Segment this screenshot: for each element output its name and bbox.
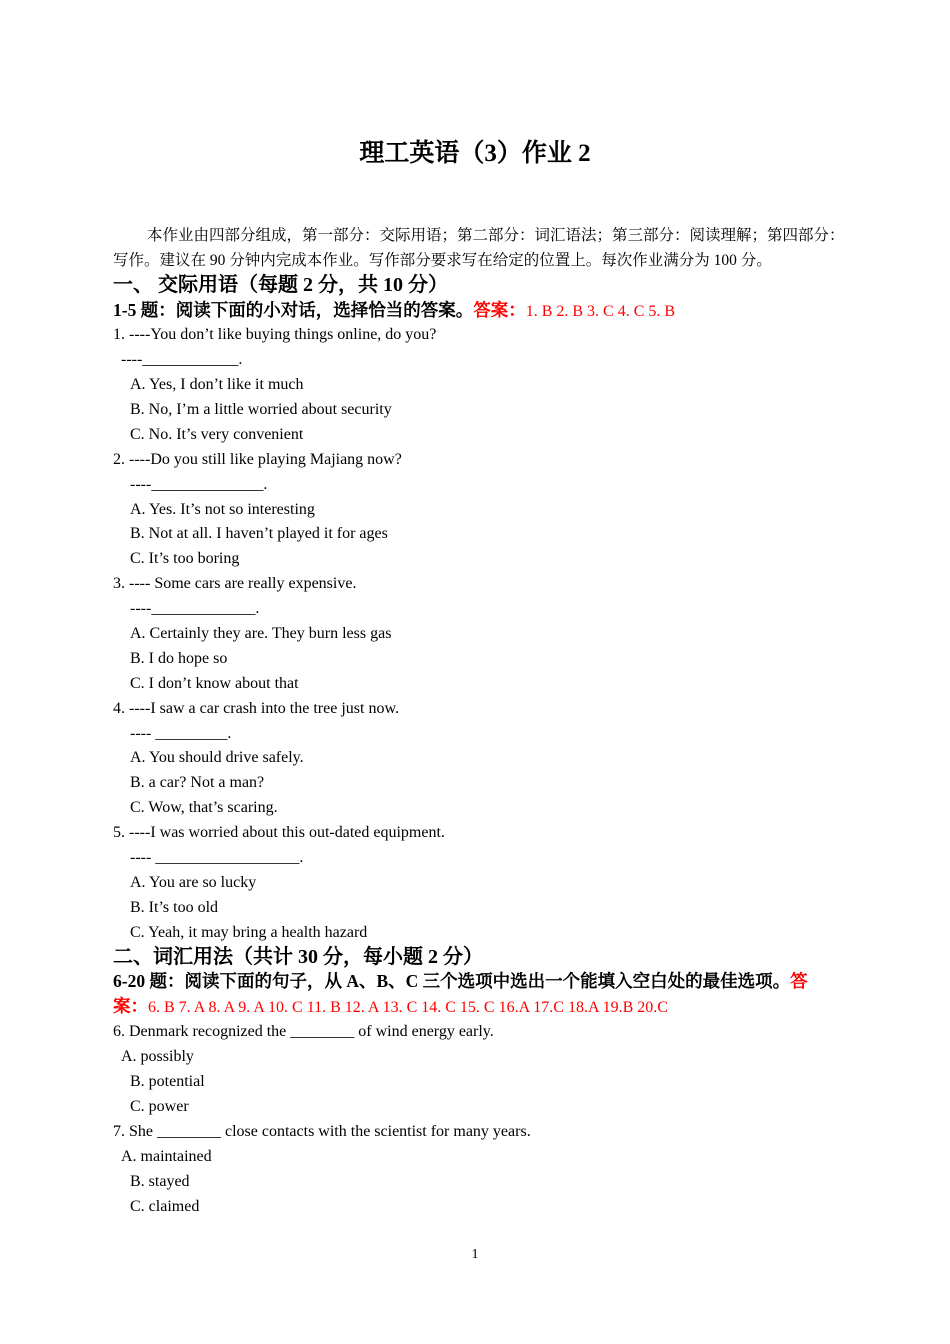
question-4-stem: 4. ----I saw a car crash into the tree just now. [113, 700, 399, 717]
question-4-reply: ---- _________. [130, 725, 232, 742]
section2-answer-text: 6. B 7. A 8. A 9. A 10. C 11. B 12. A 13. C 14. C 15. C 16.A 17.C 18.A 19.B 20.C [148, 999, 668, 1016]
question-6-stem: 6. Denmark recognized the ________ of wind energy early. [113, 1023, 494, 1040]
question-7-option-b: B. stayed [130, 1173, 190, 1190]
section1-instruction-text: 1-5 题：阅读下面的小对话，选择恰当的答案。 [113, 300, 474, 320]
question-4-option-a: A. You should drive safely. [130, 749, 304, 766]
section2-answer-label-part2: 案： [113, 996, 148, 1016]
question-1-stem: 1. ----You don’t like buying things online, do you? [113, 326, 437, 343]
question-5-stem: 5. ----I was worried about this out-dated equipment. [113, 824, 445, 841]
section2-instruction [113, 969, 808, 994]
section1-answer-text: 1. B 2. B 3. C 4. C 5. B [525, 303, 676, 320]
section1-answer-label: 答案： [473, 300, 526, 320]
question-1-option-c: C. No. It’s very convenient [130, 426, 304, 443]
question-5-reply: ---- __________________. [130, 849, 304, 866]
question-3-option-a: A. Certainly they are. They burn less gas [130, 625, 392, 642]
section2-answer-label-part1: 答 [790, 971, 808, 991]
question-2-option-b: B. Not at all. I haven’t played it for ages [130, 525, 388, 542]
question-3-stem: 3. ---- Some cars are really expensive. [113, 575, 357, 592]
question-5-option-c: C. Yeah, it may bring a health hazard [130, 924, 368, 941]
section2-heading: 二、词汇用法（共计 30 分，每小题 2 分） [113, 946, 483, 968]
question-7-stem: 7. She ________ close contacts with the scientist for many years. [113, 1123, 531, 1140]
section1-instruction [113, 298, 675, 324]
question-6-option-c: C. power [130, 1098, 189, 1115]
question-2-option-c: C. It’s too boring [130, 550, 240, 567]
section2-answer-line [113, 994, 668, 1020]
question-2-stem: 2. ----Do you still like playing Majiang now? [113, 451, 402, 468]
section1-heading: 一、 交际用语（每题 2 分，共 10 分） [113, 274, 448, 296]
question-7-option-a: A. maintained [121, 1148, 212, 1165]
question-2-option-a: A. Yes. It’s not so interesting [130, 501, 315, 518]
question-4-option-b: B. a car? Not a man? [130, 774, 265, 791]
page-number: 1 [471, 1247, 479, 1262]
question-1-reply: ----____________. [121, 351, 243, 368]
question-3-reply: ----_____________. [130, 600, 260, 617]
question-1-option-a: A. Yes, I don’t like it much [130, 376, 304, 393]
question-7-option-c: C. claimed [130, 1198, 200, 1215]
section2-instruction-text: 6-20 题：阅读下面的句子，从 A、B、C 三个选项中选出一个能填入空白处的最佳选项。 [113, 971, 791, 991]
question-5-option-b: B. It’s too old [130, 899, 219, 916]
question-3-option-b: B. I do hope so [130, 650, 228, 667]
question-6-option-b: B. potential [130, 1073, 205, 1090]
intro-line-2: 写作。建议在 90 分钟内完成本作业。写作部分要求写在给定的位置上。每次作业满分为 100 分。 [113, 252, 772, 269]
page-title: 理工英语（3）作业 2 [359, 140, 591, 167]
question-4-option-c: C. Wow, that’s scaring. [130, 799, 278, 816]
question-3-option-c: C. I don’t know about that [130, 675, 299, 692]
question-6-option-a: A. possibly [121, 1048, 194, 1065]
question-5-option-a: A. You are so lucky [130, 874, 257, 891]
intro-line-1: 本作业由四部分组成，第一部分：交际用语；第二部分：词汇语法；第三部分：阅读理解；第四部分： [147, 227, 845, 244]
question-2-reply: ----______________. [130, 476, 268, 493]
question-1-option-b: B. No, I’m a little worried about security [130, 401, 392, 418]
